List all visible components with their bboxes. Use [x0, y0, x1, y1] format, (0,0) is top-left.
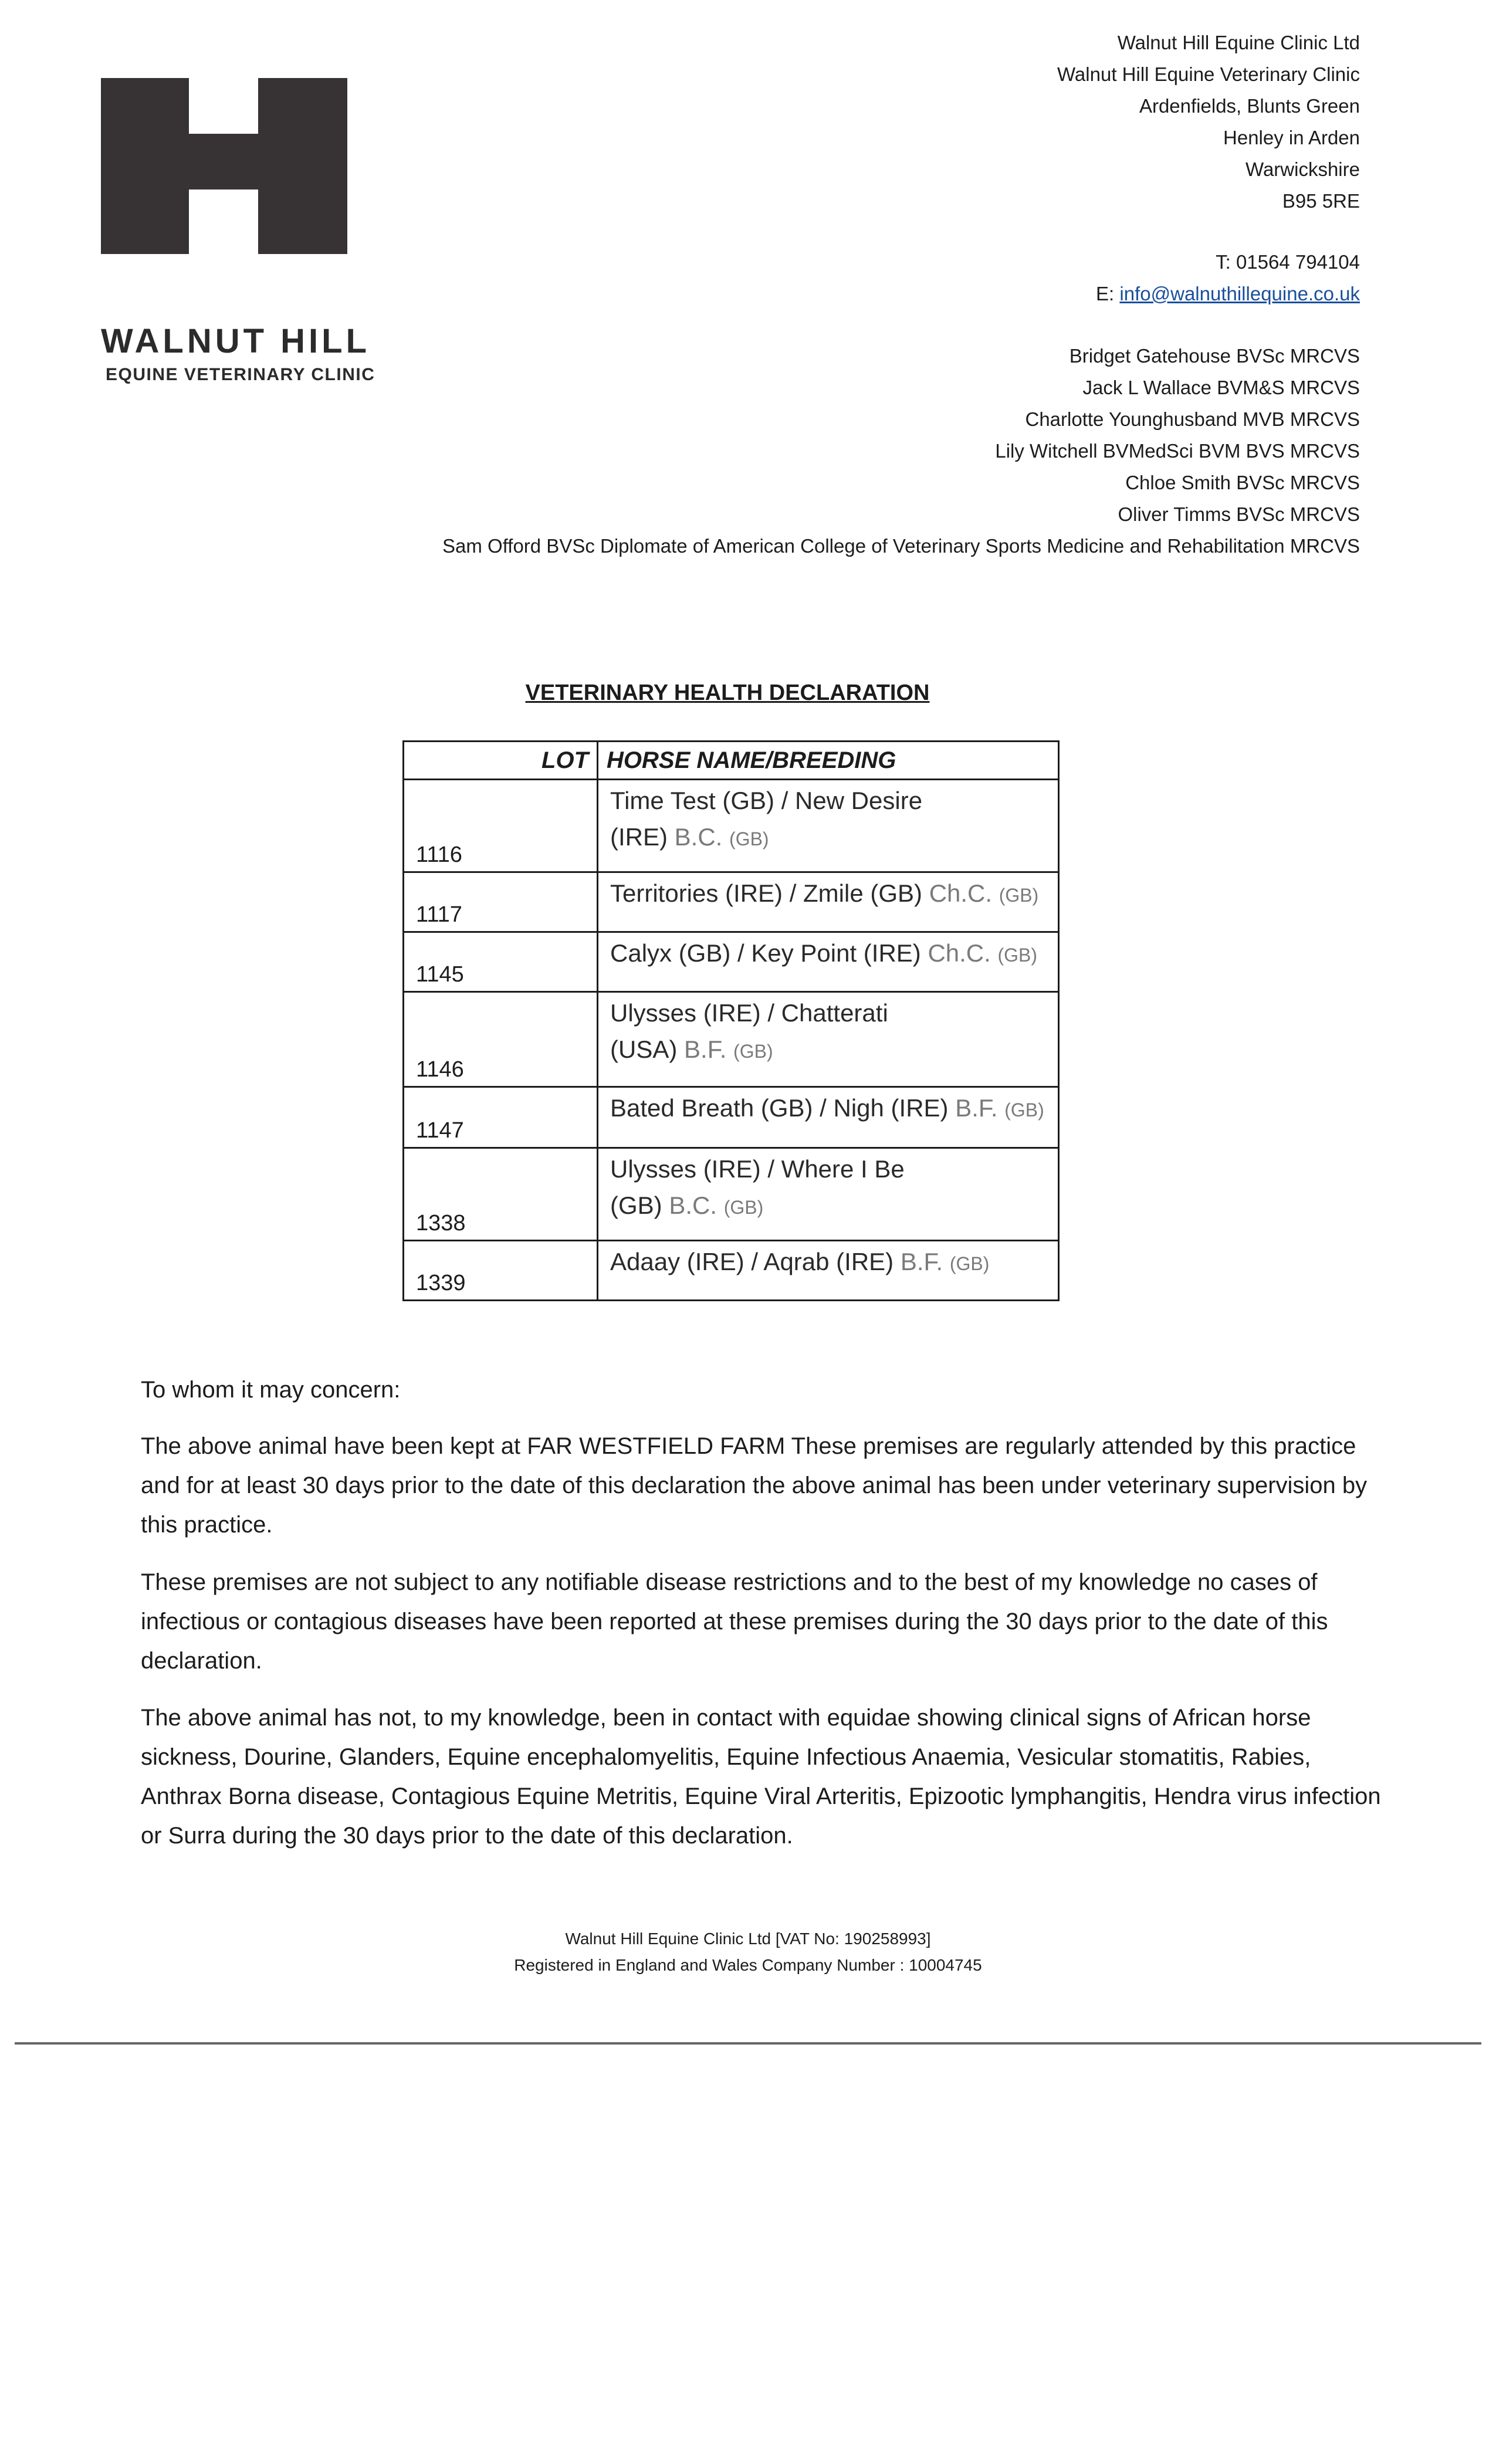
lot-header: LOT: [404, 742, 598, 780]
table-row: [404, 780, 1059, 872]
paragraph-premises: The above animal have been kept at FAR WESTFIELD FARM These premises are regularly attended by this practice and for at least 30 days prior to the date of this declaration the above animal has been under veterinary supervision by this practice.: [141, 1433, 1368, 1538]
horse-header: HORSE NAME/BREEDING: [598, 742, 1059, 780]
table-row: [404, 1148, 1059, 1241]
horse-name: Territories (IRE) / Zmile (GB) Ch.C. (GB): [598, 872, 1059, 932]
lot-number: 1146: [404, 992, 598, 1087]
table-row: [404, 1087, 1059, 1148]
horse-name: Adaay (IRE) / Aqrab (IRE) B.F. (GB): [598, 1241, 1059, 1301]
email-line: [1096, 278, 1360, 310]
horse-name: Ulysses (IRE) / Where I Be (GB) B.C. (GB): [598, 1148, 1059, 1241]
vet-name: Jack L Wallace BVM&S MRCVS: [1082, 377, 1360, 398]
table-row: [404, 932, 1059, 992]
declaration-title: VETERINARY HEALTH DECLARATION: [525, 681, 930, 705]
lot-number: 1117: [404, 872, 598, 932]
address-line: Walnut Hill Equine Clinic Ltd: [1117, 32, 1360, 53]
lot-number: 1116: [404, 780, 598, 872]
table-row: [404, 1241, 1059, 1301]
lot-table: [402, 740, 1060, 1301]
footer-registration: Registered in England and Wales Company Number : 10004745: [514, 1956, 982, 1974]
vet-name: Lily Witchell BVMedSci BVM BVS MRCVS: [995, 440, 1360, 462]
table-header-row: [404, 742, 1059, 780]
horse-name: Time Test (GB) / New Desire (IRE) B.C. (GB): [598, 780, 1059, 872]
address-line: B95 5RE: [1282, 190, 1360, 212]
horse-name: Calyx (GB) / Key Point (IRE) Ch.C. (GB): [598, 932, 1059, 992]
greeting: To whom it may concern:: [141, 1377, 401, 1403]
address-line: Henley in Arden: [1223, 127, 1360, 148]
table-row: [404, 872, 1059, 932]
vet-name: Oliver Timms BVSc MRCVS: [1118, 503, 1360, 525]
table-row: [404, 992, 1059, 1087]
email-link[interactable]: info@walnuthillequine.co.uk: [1119, 283, 1360, 304]
footer-vat: Walnut Hill Equine Clinic Ltd [VAT No: 190258993]: [565, 1930, 931, 1948]
lot-number: 1339: [404, 1241, 598, 1301]
lot-number: 1145: [404, 932, 598, 992]
vet-name: Chloe Smith BVSc MRCVS: [1125, 472, 1360, 493]
horse-icon: [201, 101, 236, 129]
clinic-contact: [1096, 246, 1360, 310]
lot-number: 1147: [404, 1087, 598, 1148]
clinic-logo: [101, 78, 347, 254]
vet-list: [442, 340, 1360, 562]
address-line: Walnut Hill Equine Veterinary Clinic: [1057, 63, 1360, 85]
vet-name: Charlotte Younghusband MVB MRCVS: [1025, 408, 1360, 430]
footer: [0, 1925, 1496, 1978]
clinic-address: [1057, 27, 1360, 217]
paragraph-restrictions: These premises are not subject to any notifiable disease restrictions and to the best of my knowledge no cases of infectious or contagious diseases have been reported at these premises during the 30 days prior to the date of this declaration.: [141, 1569, 1328, 1674]
divider: [15, 2042, 1481, 2045]
vet-name: Bridget Gatehouse BVSc MRCVS: [1069, 345, 1360, 367]
address-line: Warwickshire: [1245, 158, 1360, 180]
horse-name: Bated Breath (GB) / Nigh (IRE) B.F. (GB): [598, 1087, 1059, 1148]
vet-name: Sam Offord BVSc Diplomate of American College of Veterinary Sports Medicine and Rehabilitation MRCVS: [442, 535, 1360, 557]
logo-subtitle: EQUINE VETERINARY CLINIC: [106, 365, 375, 384]
address-line: Ardenfields, Blunts Green: [1139, 95, 1360, 117]
lot-number: 1338: [404, 1148, 598, 1241]
phone-number: T: 01564 794104: [1216, 251, 1360, 273]
email-label: E:: [1096, 283, 1115, 304]
horse-name: Ulysses (IRE) / Chatterati (USA) B.F. (GB): [598, 992, 1059, 1087]
logo-wordmark: WALNUT HILL: [101, 322, 371, 360]
paragraph-contact: The above animal has not, to my knowledge, been in contact with equidae showing clinical signs of African horse sickness, Dourine, Glanders, Equine encephalomyelitis, Equine Infectious Anaemia, Vesicular stomatitis, Rabies, Anthrax Borna disease, Contagious Equine Metritis, Equine Viral Arteritis, Epizootic lymphangitis, Hendra virus infection or Surra during the 30 days prior to the date of this declaration.: [141, 1705, 1381, 1849]
